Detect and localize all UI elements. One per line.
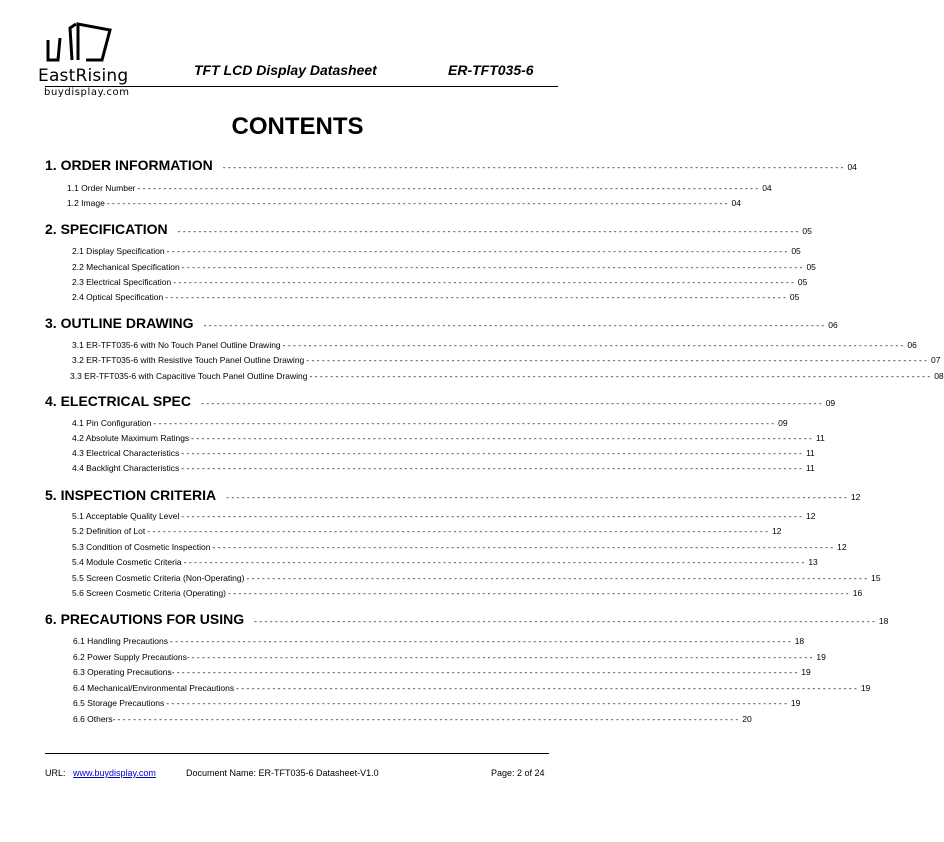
toc-entry-label: 1.1 Order Number [67, 183, 136, 193]
toc-subsection-entry[interactable] [67, 198, 741, 208]
toc-entry-label: 2.3 Electrical Specification [72, 277, 172, 287]
toc-entry-label: 6. PRECAUTIONS FOR USING [45, 611, 245, 627]
toc-subsection-entry[interactable] [73, 667, 811, 677]
toc-entry-label: 5.2 Definition of Lot [72, 526, 146, 536]
footer-url-link[interactable]: www.buydisplay.com [73, 768, 156, 778]
toc-page-number: 16 [852, 588, 863, 598]
toc-entry-label: 1.2 Image [67, 198, 105, 208]
toc-entry-label: 2.1 Display Specification [72, 246, 165, 256]
toc-leader-dots: - - - - - - - - - - - - - - - - - - - - - - - - - - - - - - - - - - - - - - - - - - - - - - - - - - - - - - - - - - - - - - - - - - - - - - - - - - - - - - - - - - - - - - - - - - - - - - - - - - - - - - - - - - - - - - - - - - - - - - - - [169, 636, 791, 646]
toc-subsection-entry[interactable] [70, 371, 944, 381]
toc-leader-dots: - - - - - - - - - - - - - - - - - - - - - - - - - - - - - - - - - - - - - - - - - - - - - - - - - - - - - - - - - - - - - - - - - - - - - - - - - - - - - - - - - - - - - - - - - - - - - - - - - - - - - - - - - - - - - - - - - - - - - - - - [191, 652, 813, 662]
toc-entry-label: 5. INSPECTION CRITERIA [45, 487, 217, 503]
toc-page-number: 12 [850, 492, 861, 502]
toc-leader-dots: - - - - - - - - - - - - - - - - - - - - - - - - - - - - - - - - - - - - - - - - - - - - - - - - - - - - - - - - - - - - - - - - - - - - - - - - - - - - - - - - - - - - - - - - - - - - - - - - - - - - - - - - - - - - - - - - - - - - - - - - [165, 292, 786, 302]
toc-page-number: 05 [789, 292, 800, 302]
toc-entry-label: 6.4 Mechanical/Environmental Precautions [73, 683, 235, 693]
toc-leader-dots: - - - - - - - - - - - - - - - - - - - - - - - - - - - - - - - - - - - - - - - - - - - - - - - - - - - - - - - - - - - - - - - - - - - - - - - - - - - - - - - - - - - - - - - - - - - - - - - - - - - - - - - - - - - - - - - - - - - - - - - - [212, 542, 834, 552]
footer-divider [45, 753, 549, 754]
toc-entry-label: 4.1 Pin Configuration [72, 418, 152, 428]
toc-subsection-entry[interactable] [73, 698, 801, 708]
toc-subsection-entry[interactable] [72, 526, 782, 536]
toc-subsection-entry[interactable] [73, 636, 805, 646]
toc-leader-dots: - - - - - - - - - - - - - - - - - - - - - - - - - - - - - - - - - - - - - - - - - - - - - - - - - - - - - - - - - - - - - - - - - - - - - - - - - - - - - - - - - - - - - - - - - - - - - - - - - - - - - - - - - - - - - - - - - - - - - - - - [166, 246, 788, 256]
toc-leader-dots: - - - - - - - - - - - - - - - - - - - - - - - - - - - - - - - - - - - - - - - - - - - - - - - - - - - - - - - - - - - - - - - - - - - - - - - - - - - - - - - - - - - - - - - - - - - - - - - - - - - - - - - - - - - - - - - - - - - - - - - - [228, 588, 849, 598]
toc-subsection-entry[interactable] [73, 683, 871, 693]
toc-page-number: 07 [930, 355, 941, 365]
toc-subsection-entry[interactable] [72, 573, 881, 583]
logo-name: EastRising [38, 66, 129, 86]
toc-subsection-entry[interactable] [67, 183, 772, 193]
toc-entry-label: 5.5 Screen Cosmetic Criteria (Non-Operating) [72, 573, 245, 583]
toc-subsection-entry[interactable] [72, 262, 816, 272]
toc-entry-label: 4. ELECTRICAL SPEC [45, 393, 191, 409]
toc-section-entry[interactable] [45, 393, 836, 409]
toc-entry-label: 4.2 Absolute Maximum Ratings [72, 433, 190, 443]
toc-subsection-entry[interactable] [72, 355, 941, 365]
toc-page-number: 19 [801, 667, 811, 677]
toc-leader-dots: - - - - - - - - - - - - - - - - - - - - - - - - - - - - - - - - - - - - - - - - - - - - - - - - - - - - - - - - - - - - - - - - - - - - - - - - - - - - - - - - - - - - - - - - - - - - - - - - - - - - - - - - - - - - - - - - - - - - - - - - [117, 714, 739, 724]
toc-page-number: 20 [742, 714, 752, 724]
toc-subsection-entry[interactable] [72, 277, 808, 287]
toc-entry-label: 5.4 Module Cosmetic Criteria [72, 557, 182, 567]
toc-page-number: 06 [907, 340, 917, 350]
toc-leader-dots: - - - - - - - - - - - - - - - - - - - - - - - - - - - - - - - - - - - - - - - - - - - - - - - - - - - - - - - - - - - - - - - - - - - - - - - - - - - - - - - - - - - - - - - - - - - - - - - - - - - - - - - - - - - - - - - - - - - - - - - - [309, 371, 931, 381]
toc-entry-label: 3.1 ER-TFT035-6 with No Touch Panel Outline Drawing [72, 340, 281, 350]
toc-entry-label: 6.3 Operating Precautions- [73, 667, 175, 677]
toc-leader-dots: - - - - - - - - - - - - - - - - - - - - - - - - - - - - - - - - - - - - - - - - - - - - - - - - - - - - - - - - - - - - - - - - - - - - - - - - - - - - - - - - - - - - - - - - - - - - - - - - - - - - - - - - - - - - - - - - - - - - - - - - [282, 340, 904, 350]
toc-page-number: 04 [731, 198, 741, 208]
toc-entry-label: 5.6 Screen Cosmetic Criteria (Operating) [72, 588, 227, 598]
toc-subsection-entry[interactable] [73, 714, 752, 724]
toc-page-number: 11 [805, 463, 815, 473]
toc-leader-dots: - - - - - - - - - - - - - - - - - - - - - - - - - - - - - - - - - - - - - - - - - - - - - - - - - - - - - - - - - - - - - - - - - - - - - - - - - - - - - - - - - - - - - - - - - - - - - - - - - - - - - - - - - - - - - - - - - - - - - - - - [191, 433, 812, 443]
toc-page-number: 11 [815, 433, 825, 443]
toc-page-number: 12 [837, 542, 847, 552]
toc-entry-label: 3.2 ER-TFT035-6 with Resistive Touch Panel Outline Drawing [72, 355, 305, 365]
toc-section-entry[interactable] [45, 157, 857, 173]
toc-section-entry[interactable] [45, 221, 812, 237]
toc-leader-dots: - - - - - - - - - - - - - - - - - - - - - - - - - - - - - - - - - - - - - - - - - - - - - - - - - - - - - - - - - - - - - - - - - - - - - - - - - - - - - - - - - - - - - - - - - - - - - - - - - - - - - - - - - - - - - - - - - - - - - - - - [181, 511, 802, 521]
toc-leader-dots: - - - - - - - - - - - - - - - - - - - - - - - - - - - - - - - - - - - - - - - - - - - - - - - - - - - - - - - - - - - - - - - - - - - - - - - - - - - - - - - - - - - - - - - - - - - - - - - - - - - - - - - - - - - - - - - - - - - - - - - - [201, 398, 822, 408]
toc-entry-label: 6.5 Storage Precautions [73, 698, 165, 708]
toc-page-number: 04 [762, 183, 772, 193]
toc-page-number: 19 [816, 652, 826, 662]
toc-section-entry[interactable] [45, 611, 889, 627]
toc-leader-dots: - - - - - - - - - - - - - - - - - - - - - - - - - - - - - - - - - - - - - - - - - - - - - - - - - - - - - - - - - - - - - - - - - - - - - - - - - - - - - - - - - - - - - - - - - - - - - - - - - - - - - - - - - - - - - - - - - - - - - - - - [254, 616, 875, 626]
toc-page-number: 18 [878, 616, 889, 626]
toc-section-entry[interactable] [45, 487, 861, 503]
toc-page-number: 18 [794, 636, 805, 646]
toc-subsection-entry[interactable] [72, 340, 917, 350]
model-number: ER-TFT035-6 [448, 62, 534, 78]
toc-entry-label: 2.2 Mechanical Specification [72, 262, 180, 272]
toc-entry-label: 5.1 Acceptable Quality Level [72, 511, 180, 521]
toc-entry-label: 6.6 Others- [73, 714, 116, 724]
toc-subsection-entry[interactable] [73, 652, 826, 662]
toc-entry-label: 3. OUTLINE DRAWING [45, 315, 194, 331]
logo-url: buydisplay.com [44, 87, 130, 98]
toc-leader-dots: - - - - - - - - - - - - - - - - - - - - - - - - - - - - - - - - - - - - - - - - - - - - - - - - - - - - - - - - - - - - - - - - - - - - - - - - - - - - - - - - - - - - - - - - - - - - - - - - - - - - - - - - - - - - - - - - - - - - - - - - [153, 418, 775, 428]
toc-leader-dots: - - - - - - - - - - - - - - - - - - - - - - - - - - - - - - - - - - - - - - - - - - - - - - - - - - - - - - - - - - - - - - - - - - - - - - - - - - - - - - - - - - - - - - - - - - - - - - - - - - - - - - - - - - - - - - - - - - - - - - - - [236, 683, 857, 693]
toc-entry-label: 4.3 Electrical Characteristics [72, 448, 180, 458]
toc-subsection-entry[interactable] [72, 448, 815, 458]
toc-leader-dots: - - - - - - - - - - - - - - - - - - - - - - - - - - - - - - - - - - - - - - - - - - - - - - - - - - - - - - - - - - - - - - - - - - - - - - - - - - - - - - - - - - - - - - - - - - - - - - - - - - - - - - - - - - - - - - - - - - - - - - - - [166, 698, 787, 708]
toc-leader-dots: - - - - - - - - - - - - - - - - - - - - - - - - - - - - - - - - - - - - - - - - - - - - - - - - - - - - - - - - - - - - - - - - - - - - - - - - - - - - - - - - - - - - - - - - - - - - - - - - - - - - - - - - - - - - - - - - - - - - - - - - [176, 667, 798, 677]
toc-leader-dots: - - - - - - - - - - - - - - - - - - - - - - - - - - - - - - - - - - - - - - - - - - - - - - - - - - - - - - - - - - - - - - - - - - - - - - - - - - - - - - - - - - - - - - - - - - - - - - - - - - - - - - - - - - - - - - - - - - - - - - - - [203, 320, 825, 330]
footer-page-number: Page: 2 of 24 [491, 768, 545, 778]
toc-page-number: 05 [806, 262, 816, 272]
toc-leader-dots: - - - - - - - - - - - - - - - - - - - - - - - - - - - - - - - - - - - - - - - - - - - - - - - - - - - - - - - - - - - - - - - - - - - - - - - - - - - - - - - - - - - - - - - - - - - - - - - - - - - - - - - - - - - - - - - - - - - - - - - - [183, 557, 805, 567]
toc-subsection-entry[interactable] [72, 588, 863, 598]
toc-leader-dots: - - - - - - - - - - - - - - - - - - - - - - - - - - - - - - - - - - - - - - - - - - - - - - - - - - - - - - - - - - - - - - - - - - - - - - - - - - - - - - - - - - - - - - - - - - - - - - - - - - - - - - - - - - - - - - - - - - - - - - - - [181, 448, 802, 458]
toc-leader-dots: - - - - - - - - - - - - - - - - - - - - - - - - - - - - - - - - - - - - - - - - - - - - - - - - - - - - - - - - - - - - - - - - - - - - - - - - - - - - - - - - - - - - - - - - - - - - - - - - - - - - - - - - - - - - - - - - - - - - - - - - [226, 492, 847, 502]
footer-url-label: URL: [45, 768, 66, 778]
toc-entry-label: 2.4 Optical Specification [72, 292, 164, 302]
toc-leader-dots: - - - - - - - - - - - - - - - - - - - - - - - - - - - - - - - - - - - - - - - - - - - - - - - - - - - - - - - - - - - - - - - - - - - - - - - - - - - - - - - - - - - - - - - - - - - - - - - - - - - - - - - - - - - - - - - - - - - - - - - - [106, 198, 728, 208]
toc-page-number: 05 [802, 226, 812, 236]
toc-subsection-entry[interactable] [72, 418, 788, 428]
toc-page-number: 19 [860, 683, 871, 693]
toc-page-number: 04 [847, 162, 857, 172]
toc-subsection-entry[interactable] [72, 292, 800, 302]
toc-page-number: 19 [790, 698, 801, 708]
toc-leader-dots: - - - - - - - - - - - - - - - - - - - - - - - - - - - - - - - - - - - - - - - - - - - - - - - - - - - - - - - - - - - - - - - - - - - - - - - - - - - - - - - - - - - - - - - - - - - - - - - - - - - - - - - - - - - - - - - - - - - - - - - - [177, 226, 799, 236]
toc-subsection-entry[interactable] [72, 433, 825, 443]
toc-subsection-entry[interactable] [72, 511, 816, 521]
toc-page-number: 15 [871, 573, 881, 583]
toc-leader-dots: - - - - - - - - - - - - - - - - - - - - - - - - - - - - - - - - - - - - - - - - - - - - - - - - - - - - - - - - - - - - - - - - - - - - - - - - - - - - - - - - - - - - - - - - - - - - - - - - - - - - - - - - - - - - - - - - - - - - - - - - [181, 463, 802, 473]
toc-page-number: 12 [771, 526, 782, 536]
toc-subsection-entry[interactable] [72, 463, 815, 473]
toc-leader-dots: - - - - - - - - - - - - - - - - - - - - - - - - - - - - - - - - - - - - - - - - - - - - - - - - - - - - - - - - - - - - - - - - - - - - - - - - - - - - - - - - - - - - - - - - - - - - - - - - - - - - - - - - - - - - - - - - - - - - - - - - [222, 162, 844, 172]
toc-page-number: 08 [934, 371, 944, 381]
toc-page-number: 06 [828, 320, 838, 330]
toc-page-number: 09 [825, 398, 836, 408]
contents-heading: CONTENTS [231, 113, 364, 140]
toc-subsection-entry[interactable] [72, 246, 801, 256]
toc-page-number: 05 [791, 246, 801, 256]
toc-entry-label: 1. ORDER INFORMATION [45, 157, 213, 173]
toc-page-number: 09 [778, 418, 788, 428]
toc-leader-dots: - - - - - - - - - - - - - - - - - - - - - - - - - - - - - - - - - - - - - - - - - - - - - - - - - - - - - - - - - - - - - - - - - - - - - - - - - - - - - - - - - - - - - - - - - - - - - - - - - - - - - - - - - - - - - - - - - - - - - - - - [181, 262, 803, 272]
toc-page-number: 12 [805, 511, 816, 521]
toc-entry-label: 2. SPECIFICATION [45, 221, 168, 237]
toc-page-number: 13 [808, 557, 818, 567]
toc-entry-label: 6.1 Handling Precautions [73, 636, 168, 646]
toc-leader-dots: - - - - - - - - - - - - - - - - - - - - - - - - - - - - - - - - - - - - - - - - - - - - - - - - - - - - - - - - - - - - - - - - - - - - - - - - - - - - - - - - - - - - - - - - - - - - - - - - - - - - - - - - - - - - - - - - - - - - - - - - [173, 277, 794, 287]
toc-entry-label: 3.3 ER-TFT035-6 with Capacitive Touch Panel Outline Drawing [70, 371, 308, 381]
toc-subsection-entry[interactable] [72, 557, 818, 567]
toc-entry-label: 5.3 Condition of Cosmetic Inspection [72, 542, 211, 552]
toc-page-number: 11 [805, 448, 815, 458]
toc-entry-label: 4.4 Backlight Characteristics [72, 463, 180, 473]
toc-leader-dots: - - - - - - - - - - - - - - - - - - - - - - - - - - - - - - - - - - - - - - - - - - - - - - - - - - - - - - - - - - - - - - - - - - - - - - - - - - - - - - - - - - - - - - - - - - - - - - - - - - - - - - - - - - - - - - - - - - - - - - - - [137, 183, 759, 193]
toc-subsection-entry[interactable] [72, 542, 847, 552]
toc-entry-label: 6.2 Power Supply Precautions- [73, 652, 190, 662]
toc-page-number: 05 [797, 277, 808, 287]
footer-document-name: Document Name: ER-TFT035-6 Datasheet-V1.0 [186, 768, 379, 778]
document-title: TFT LCD Display Datasheet [194, 62, 377, 78]
toc-leader-dots: - - - - - - - - - - - - - - - - - - - - - - - - - - - - - - - - - - - - - - - - - - - - - - - - - - - - - - - - - - - - - - - - - - - - - - - - - - - - - - - - - - - - - - - - - - - - - - - - - - - - - - - - - - - - - - - - - - - - - - - - [246, 573, 868, 583]
toc-leader-dots: - - - - - - - - - - - - - - - - - - - - - - - - - - - - - - - - - - - - - - - - - - - - - - - - - - - - - - - - - - - - - - - - - - - - - - - - - - - - - - - - - - - - - - - - - - - - - - - - - - - - - - - - - - - - - - - - - - - - - - - - [306, 355, 927, 365]
toc-leader-dots: - - - - - - - - - - - - - - - - - - - - - - - - - - - - - - - - - - - - - - - - - - - - - - - - - - - - - - - - - - - - - - - - - - - - - - - - - - - - - - - - - - - - - - - - - - - - - - - - - - - - - - - - - - - - - - - - - - - - - - - - [147, 526, 768, 536]
toc-section-entry[interactable] [45, 315, 838, 331]
